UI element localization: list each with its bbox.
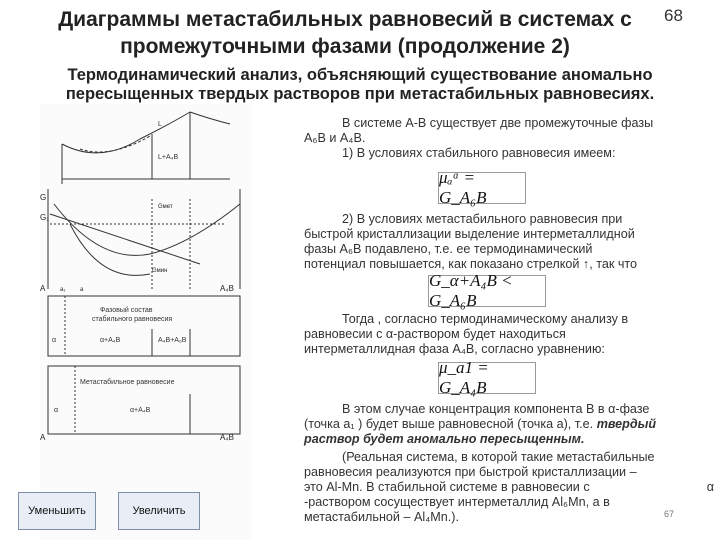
label-G1: G₁: [40, 213, 49, 222]
label-A-top: A: [40, 284, 46, 293]
para5-line1: (Реальная система, в которой такие метастабильные: [342, 450, 655, 464]
para5-line3: [304, 480, 714, 495]
para2-line4: потенциал повышается, как показано стрелкой ↑, так что: [304, 257, 638, 271]
phase-diagram-figure: [40, 104, 252, 540]
para4-line3: раствор будет аномально пересыщенным.: [304, 432, 585, 446]
para5-line5: метастабильной – Al₄Mn.).: [304, 510, 459, 524]
para4-line2-text: (точка a₁ ) будет выше равновесной (точка а), т.е.: [304, 417, 597, 431]
subtitle-line-1: Термодинамический анализ, объясняющий существование аномально: [67, 66, 653, 84]
subtitle-line-2: пересыщенных твердых растворов при метастабильных равновесиях.: [65, 85, 655, 103]
para3-line1: Тогда , согласно термодинамическому анализу в: [342, 312, 629, 326]
label-A4B-top: A₄B: [220, 284, 234, 293]
para4-line2-emphasis: твердый: [596, 417, 657, 431]
increase-button[interactable]: Увеличить: [118, 492, 200, 530]
slide-subtitle: [30, 66, 690, 104]
label-a1: a₁: [60, 287, 66, 293]
label-G: G: [40, 193, 47, 202]
formula-2: G_α+A₄B < G_A₆B: [428, 275, 546, 307]
para3-line2: равновесии с α-раствором будет находиться: [304, 327, 566, 341]
stable-caption-1: Фазовый состав: [100, 307, 153, 314]
para5-line2: равновесия реализуются при быстрой кристаллизации –: [304, 465, 637, 479]
region-a-a4b-bottom: α+A₄B: [130, 407, 151, 414]
label-a: a: [80, 287, 84, 293]
para4-line1: В этом случае концентрация компонента В в α-фазе: [342, 402, 650, 416]
region-L-A4B-label: L+A₄B: [158, 154, 179, 161]
para2-line1: 2) В условиях метастабильного равновесия при: [342, 212, 623, 226]
para1-line2: A₆B и A₄B.: [304, 131, 366, 145]
region-a-a4b-top: α+A₄B: [100, 337, 121, 344]
para2-line2: быстрой кристаллизации выделение интерметаллидной: [304, 227, 635, 241]
para5-line3-text: это Al-Mn. В стабильной системе в равновесии с: [304, 480, 590, 494]
stable-alpha-label: α: [52, 337, 57, 344]
metastable-alpha-label: α: [54, 407, 59, 414]
para5-line3-alpha: α: [706, 480, 714, 494]
formula-3: μ_a1 = G_A₄B: [438, 362, 536, 394]
label-Gmin: Gмин: [152, 268, 168, 274]
para3-line3: интерметаллидная фаза A₄B, согласно уравнению:: [304, 342, 605, 356]
para2-line3: фазы A₆B подавлено, т.е. ее термодинамический: [304, 242, 593, 256]
slide-title: [40, 6, 650, 60]
metastable-caption: Метастабильное равновесие: [80, 379, 175, 386]
region-a4b-a6b: A₄B+A₆B: [158, 337, 187, 344]
decrease-button[interactable]: Уменьшить: [18, 492, 96, 530]
stable-caption-2: стабильного равновесия: [92, 316, 173, 323]
title-line-2: промежуточными фазами (продолжение 2): [120, 35, 570, 58]
para5-line4: -раствором сосуществует интерметаллид Al₆Mn, а в: [304, 495, 610, 509]
label-Gmet: Gмет: [158, 204, 173, 210]
slide-number: 68: [664, 6, 683, 25]
page-number: 67: [664, 509, 675, 519]
title-line-1: Диаграммы метастабильных равновесий в системах с: [58, 8, 632, 31]
formula-1: μₐᵅ = G_A₆B: [438, 172, 526, 204]
para1-line1: В системе А-В существует две промежуточные фазы: [342, 116, 654, 130]
para1-line3: 1) В условиях стабильного равновесия имеем:: [342, 146, 616, 160]
region-L-label: L: [158, 121, 162, 128]
label-A4B-bottom: A₄B: [220, 433, 234, 442]
label-A-bottom: A: [40, 433, 46, 442]
para4-line2: [304, 417, 656, 432]
